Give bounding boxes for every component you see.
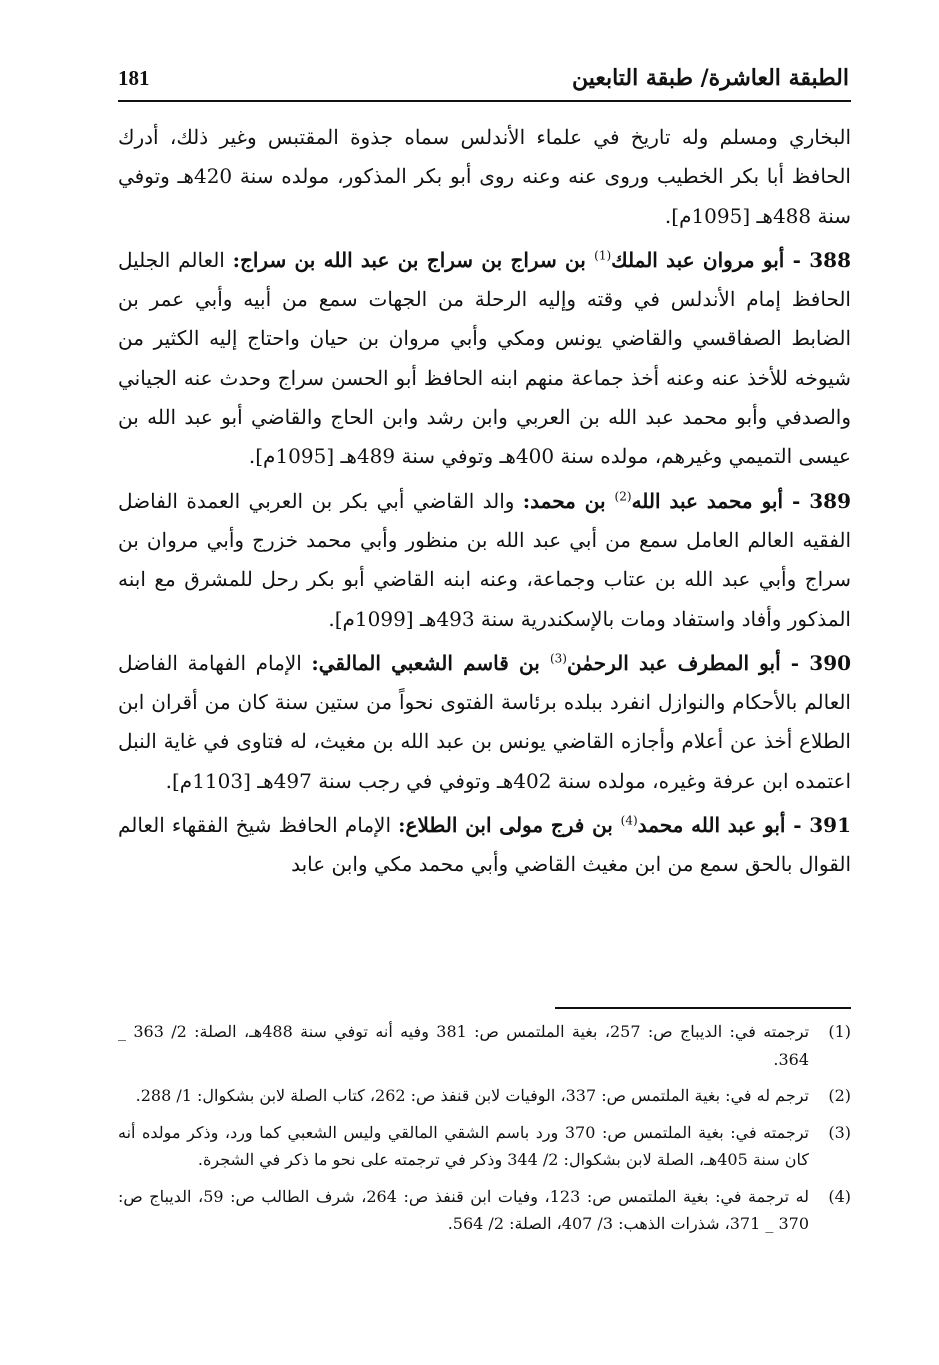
entry-388: [118, 241, 851, 477]
header-rule: [118, 100, 851, 102]
entry-name-rest: بن محمد:: [522, 488, 615, 513]
footnotes: [118, 1018, 851, 1247]
footnote-text: ترجمته في: بغية الملتمس ص: 370 ورد باسم الشقي المالقي وليس الشعبي كما ورد، وذكر مولده أنه كان سنة 405هـ، الصلة لابن بشكوال: 2/ 344 وذكر في ترجمته على نحو ما ذكر في الشجرة.: [118, 1122, 809, 1169]
entry-name-rest: بن قاسم الشعبي المالقي:: [311, 650, 550, 675]
entry-name: 391 - أبو عبد الله محمد: [637, 813, 852, 838]
footnote-ref: (4): [620, 813, 638, 828]
footnote-separator: [555, 1007, 851, 1009]
footnote-text: له ترجمة في: بغية الملتمس ص: 123، وفيات ابن قنفذ ص: 264، شرف الطالب ص: 59، الديباج ص: 370 _ 371، شذرات الذهب: 3/ 407، الصلة: 2/ 564.: [118, 1186, 810, 1233]
footnote-number: (4): [828, 1186, 851, 1206]
footnote-3: [118, 1119, 851, 1174]
entry-continuation: [118, 118, 851, 236]
entry-text: العالم الجليل الحافظ إمام الأندلس في وقته وإليه الرحلة من الجهات سمع من أبيه وأبي عمر بن الضابط الصفاقسي والقاضي يونس ومكي وأبي مروان بن حيان واحتاج إليه الكثير من شيوخه للأخذ عنه وعنه أخذ جماعة منهم ابنه الحافظ أبو الحسن سراج وحدث عنه الجياني والصدفي وأبو محمد عبد الله بن العربي وابن رشد وابن الحاج والقاضي أبو عبد الله بن عيسى التميمي وغيرهم، مولده سنة 400هـ وتوفي سنة 489هـ [1095م].: [118, 247, 851, 469]
running-header: [118, 60, 849, 96]
footnote-text: ترجمته في: الديباج ص: 257، بغية الملتمس ص: 381 وفيه أنه توفي سنة 488هـ، الصلة: 2/ 363 _ 364.: [118, 1022, 810, 1069]
entry-name-rest: بن فرج مولى ابن الطلاع:: [398, 813, 621, 838]
footnote-number: (1): [828, 1022, 851, 1041]
entry-name: 389 - أبو محمد عبد الله: [631, 488, 851, 513]
footnote-2: [118, 1082, 851, 1110]
footnote-number: (3): [828, 1122, 851, 1142]
header-title: الطبقة العاشرة/ طبقة التابعين: [571, 65, 849, 91]
entry-text: البخاري ومسلم وله تاريخ في علماء الأندلس سماه جذوة المقتبس وغير ذلك، أدرك الحافظ أبا بكر الخطيب وروى عنه وعنه روى أبو بكر المذكور، مولده سنة 420هـ وتوفي سنة 488هـ [1095م].: [118, 125, 851, 228]
entry-name: 388 - أبو مروان عبد الملك: [611, 247, 852, 272]
entry-389: [118, 482, 851, 639]
footnote-number: (2): [828, 1086, 851, 1105]
footnote-ref: (1): [594, 248, 612, 263]
entry-391: [118, 806, 851, 885]
entry-name: 390 - أبو المطرف عبد الرحمٰن: [566, 650, 852, 675]
footnote-ref: (2): [614, 489, 632, 504]
entry-text: الإمام الفهامة الفاضل العالم بالأحكام والنوازل انفرد ببلده برئاسة الفتوى نحواً من ستين سنة كان من أقران ابن الطلاع أخذ عن أعلام وأجازه القاضي يونس بن عبد الله بن مغيث، له فتاوى في غاية النبل اعتمده ابن عرفة وغيره، مولده سنة 402هـ وتوفي في رجب سنة 497هـ [1103م].: [118, 650, 851, 793]
entry-text: والد القاضي أبي بكر بن العربي العمدة الفاضل الفقيه العالم العامل سمع من أبي عبد الله بن منظور وأبي محمد خزرج وأبي مروان بن سراج وأبي عبد الله بن عتاب وجماعة، وعنه ابنه القاضي أبو بكر رحل للمشرق مع ابنه المذكور وأفاد واستفاد ومات بالإسكندرية سنة 493هـ [1099م].: [118, 488, 851, 631]
main-text: [118, 118, 851, 890]
footnote-1: [118, 1018, 851, 1073]
page-number: 181: [118, 65, 150, 90]
entry-390: [118, 644, 851, 801]
entry-name-rest: بن سراج بن سراج بن عبد الله بن سراج:: [232, 247, 595, 272]
entry-text: الإمام الحافظ شيخ الفقهاء العالم القوال بالحق سمع من ابن مغيث القاضي وأبي محمد مكي وابن عابد: [118, 813, 851, 877]
footnote-text: ترجم له في: بغية الملتمس ص: 337، الوفيات لابن قنفذ ص: 262، كتاب الصلة لابن بشكوال: 1/ 288.: [135, 1086, 809, 1105]
footnote-ref: (3): [549, 651, 567, 666]
footnote-4: [118, 1183, 851, 1238]
